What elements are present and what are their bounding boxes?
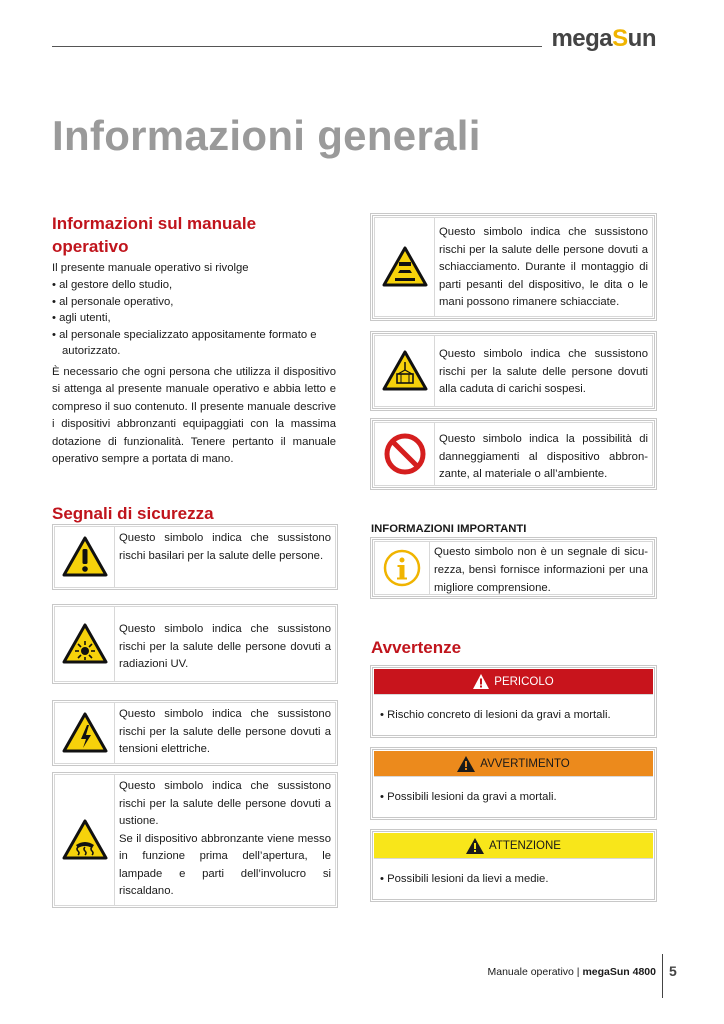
- prohibition-icon: [383, 432, 427, 476]
- footer-label: Manuale operativo | megaSun 4800: [487, 966, 656, 978]
- uv-radiation-icon: [62, 623, 108, 665]
- warning-label: AVVERTIMENTO: [480, 757, 570, 770]
- page-title: Informazioni generali: [52, 112, 481, 159]
- megasun-logo: megaSun: [551, 25, 656, 52]
- list-item: • al gestore dello studio,: [52, 277, 336, 294]
- manual-section: [52, 212, 336, 469]
- list-item: • al personale operativo,: [52, 294, 336, 311]
- warning-label: PERICOLO: [494, 675, 554, 688]
- warnings-heading: Avvertenze: [371, 638, 462, 657]
- important-info-row: [370, 537, 657, 599]
- warning-triangle-icon: [466, 838, 484, 854]
- symbol-text: Questo simbolo indica che sussistono rischi per la salute delle persone dovuti a ustione.: [119, 780, 331, 827]
- list-item: • agli utenti,: [52, 310, 336, 327]
- warning-box-caution: [370, 829, 657, 902]
- symbol-description: Questo simbolo indica che sussistono rischi basilari per la salute delle persone.: [115, 526, 336, 588]
- warning-banner: [374, 751, 653, 776]
- hot-surface-icon: [62, 819, 108, 861]
- electric-voltage-icon: [62, 712, 108, 754]
- footer-divider: [662, 954, 663, 998]
- info-description: Questo simbolo non è un segnale di sicurezza, bensì fornisce informazioni per una migliore comprensione.: [430, 541, 653, 595]
- warning-text: • Possibili lesioni da lievi a medie.: [374, 858, 653, 907]
- page-number: 5: [669, 963, 677, 979]
- warning-triangle-icon: [457, 756, 475, 772]
- symbol-description: Questo simbolo indica che sussistono rischi per la salute delle persone dovuti alla caduta di carichi sospesi.: [435, 335, 653, 407]
- safety-symbol-row: [52, 604, 338, 684]
- symbol-description: Questo simbolo indica che sussistono rischi per la salute delle persone dovuti a radiazioni UV.: [115, 606, 336, 682]
- warning-box-warning: [370, 747, 657, 820]
- symbol-text: Se il dispositivo abbronzante viene messo in funzione prima dell’apertura, le lampade e parti dell’involucro si riscaldano.: [119, 832, 331, 897]
- header-rule: [52, 46, 542, 47]
- safety-symbol-row: [370, 418, 657, 490]
- symbol-description: Questo simbolo indica che sussistono rischi per la salute delle persone dovuti a schiacciamento. Durante il montaggio di parti pesanti del dispositivo, le dita o le mani possono rimanere schiacciate.: [435, 217, 653, 317]
- warning-label: ATTENZIONE: [489, 839, 561, 852]
- warning-banner: [374, 669, 653, 694]
- warning-triangle-icon: [473, 674, 489, 689]
- manual-paragraph: È necessario che ogni persona che utilizza il dispositivo si attenga al presente manuale operativo e abbia letto e compreso il suo contenuto. Il presente manuale descrive i dispositivi abbronzanti equipaggiati con la massima dotazione di funzionalità. Tenere pertanto il manuale operativo sempre a portata di mano.: [52, 365, 336, 465]
- symbol-description: [115, 774, 336, 906]
- symbol-description: Questo simbolo indica la possibilità di danneggiamenti al dispositivo abbronzante, al materiale o all’ambiente.: [435, 422, 653, 486]
- safety-symbol-row: [370, 213, 657, 321]
- safety-symbol-row: [52, 524, 338, 590]
- info-icon: [382, 548, 422, 588]
- symbol-description: Questo simbolo indica che sussistono rischi per la salute delle persone dovuti a tensioni elettriche.: [115, 702, 336, 764]
- general-warning-icon: [62, 536, 108, 578]
- suspended-load-icon: [382, 350, 428, 392]
- warning-text: • Possibili lesioni da gravi a mortali.: [374, 776, 653, 825]
- manual-intro: Il presente manuale operativo si rivolge: [52, 262, 249, 274]
- manual-heading: Informazioni sul manuale operativo: [52, 214, 257, 256]
- warning-text: • Rischio concreto di lesioni da gravi a mortali.: [374, 694, 653, 743]
- safety-heading: Segnali di sicurezza: [52, 504, 214, 523]
- warning-banner: [374, 833, 653, 858]
- audience-list: [52, 277, 336, 360]
- safety-symbol-row: [370, 331, 657, 411]
- warning-box-danger: [370, 665, 657, 738]
- list-item: • al personale specializzato appositamente formato e autorizzato.: [52, 327, 336, 360]
- important-info-heading: INFORMAZIONI IMPORTANTI: [371, 523, 527, 535]
- safety-symbol-row: [52, 772, 338, 908]
- safety-symbol-row: [52, 700, 338, 766]
- crushing-hazard-icon: [382, 246, 428, 288]
